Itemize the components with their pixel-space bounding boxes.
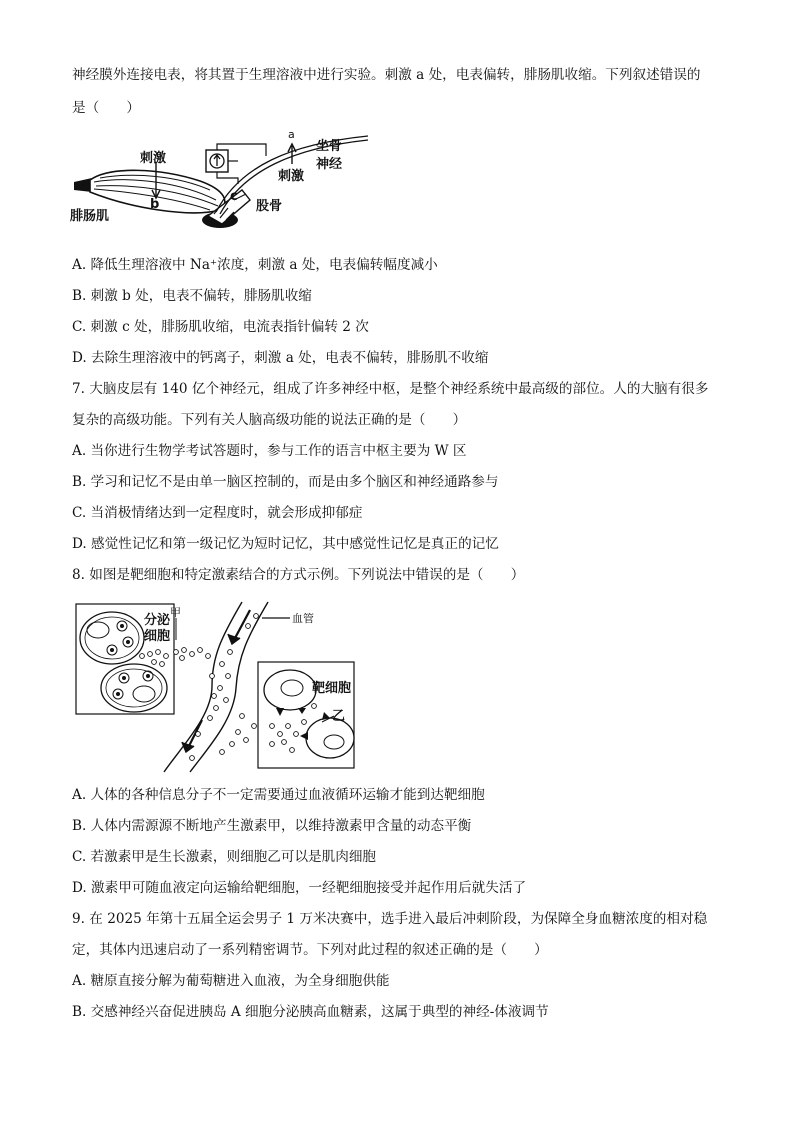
- q7-option-b: B. 学习和记忆不是由单一脑区控制的，而是由多个脑区和神经通路参与: [72, 474, 499, 490]
- q6-option-c: C. 刺激 c 处，腓肠肌收缩，电流表指针偏转 2 次: [72, 319, 369, 335]
- q6-figure-nerve-muscle: [70, 126, 370, 230]
- q7-stem-line1: 7. 大脑皮层有 140 亿个神经元，组成了许多神经中枢，是整个神经系统中最高级的部位。人的大脑有很多: [72, 381, 709, 397]
- label-secretory-2: 细胞: [144, 629, 171, 644]
- q6-option-d: D. 去除生理溶液中的钙离子，刺激 a 处，电表不偏转，腓肠肌不收缩: [72, 350, 489, 366]
- label-jia: 甲: [170, 606, 181, 619]
- q8-option-a: A. 人体的各种信息分子不一定需要通过血液循环运输才能到达靶细胞: [72, 787, 485, 803]
- q6-stem-line1: 神经膜外连接电表，将其置于生理溶液中进行实验。刺激 a 处，电表偏转，腓肠肌收缩。下列叙述错误的: [72, 67, 701, 83]
- label-femur: 股骨: [256, 199, 283, 214]
- label-c: c: [230, 189, 238, 204]
- label-secretory-1: 分泌: [144, 613, 171, 628]
- q6-stem-line2: 是（ ）: [72, 100, 140, 116]
- label-stimulus-left: 刺激: [140, 151, 167, 166]
- q7-option-c: C. 当消极情绪达到一定程度时，就会形成抑郁症: [72, 505, 363, 521]
- q9-option-a: A. 糖原直接分解为葡萄糖进入血液，为全身细胞供能: [72, 973, 390, 989]
- q7-option-d: D. 感觉性记忆和第一级记忆为短时记忆，其中感觉性记忆是真正的记忆: [72, 536, 499, 552]
- label-gastrocnemius: 腓肠肌: [70, 209, 110, 224]
- q8-option-c: C. 若激素甲是生长激素，则细胞乙可以是肌肉细胞: [72, 849, 377, 865]
- label-vessel: 血管: [292, 612, 314, 625]
- label-sciatic-2: 神经: [316, 157, 343, 172]
- q8-stem: 8. 如图是靶细胞和特定激素结合的方式示例。下列说法中错误的是（ ）: [72, 567, 525, 583]
- label-a: a: [288, 128, 295, 141]
- q8-figure-hormone-target: [72, 596, 362, 774]
- q8-option-d: D. 激素甲可随血液定向运输给靶细胞，一经靶细胞接受并起作用后就失活了: [72, 880, 527, 896]
- label-target-cell: 靶细胞: [312, 681, 352, 696]
- label-sciatic-1: 坐骨: [316, 139, 343, 154]
- q7-stem-line2: 复杂的高级功能。下列有关人脑高级功能的说法正确的是（ ）: [72, 412, 467, 428]
- label-yi: 乙: [332, 709, 346, 724]
- q9-stem-line1: 9. 在 2025 年第十五届全运会男子 1 万米决赛中，选手进入最后冲刺阶段，为保障全身血糖浓度的相对稳: [72, 911, 708, 927]
- q6-option-b: B. 刺激 b 处，电表不偏转，腓肠肌收缩: [72, 288, 312, 304]
- label-b: b: [150, 197, 160, 212]
- q7-option-a: A. 当你进行生物学考试答题时，参与工作的语言中枢主要为 W 区: [72, 443, 467, 459]
- q8-option-b: B. 人体内需源源不断地产生激素甲，以维持激素甲含量的动态平衡: [72, 818, 472, 834]
- label-stimulus-right: 刺激: [278, 169, 305, 184]
- q6-option-a: A. 降低生理溶液中 Na⁺浓度，刺激 a 处，电表偏转幅度减小: [72, 257, 438, 273]
- q9-option-b: B. 交感神经兴奋促进胰岛 A 细胞分泌胰高血糖素，这属于典型的神经-体液调节: [72, 1004, 549, 1020]
- q9-stem-line2: 定，其体内迅速启动了一系列精密调节。下列对此过程的叙述正确的是（ ）: [72, 942, 548, 958]
